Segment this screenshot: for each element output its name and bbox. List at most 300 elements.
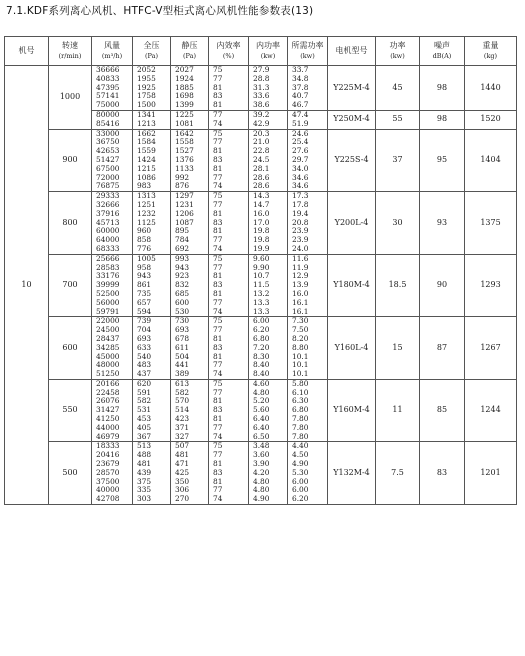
total-pressure-cell: 375	[133, 478, 171, 487]
efficiency-cell: 83	[209, 219, 249, 228]
required-power-cell: 23.9	[288, 227, 328, 236]
static-pressure-cell: 895	[171, 227, 209, 236]
total-pressure-cell: 1925	[133, 84, 171, 93]
internal-power-cell: 9.60	[249, 254, 288, 263]
required-power-cell: 17.3	[288, 192, 328, 201]
static-pressure-cell: 1558	[171, 138, 209, 147]
fan-model-cell: 10	[5, 66, 49, 505]
airflow-cell: 42653	[92, 147, 133, 156]
static-pressure-cell: 993	[171, 254, 209, 263]
internal-power-cell: 8.40	[249, 370, 288, 379]
total-pressure-cell: 1955	[133, 75, 171, 84]
total-pressure-cell: 1662	[133, 129, 171, 138]
internal-power-cell: 24.5	[249, 156, 288, 165]
airflow-cell: 25666	[92, 254, 133, 263]
internal-power-cell: 8.40	[249, 361, 288, 370]
airflow-cell: 56000	[92, 299, 133, 308]
header-efficiency: 内效率 (%)	[209, 37, 249, 66]
static-pressure-cell: 1206	[171, 210, 209, 219]
internal-power-cell: 4.60	[249, 379, 288, 388]
static-pressure-cell: 784	[171, 236, 209, 245]
required-power-cell: 7.30	[288, 317, 328, 326]
total-pressure-cell: 367	[133, 433, 171, 442]
required-power-cell: 6.20	[288, 495, 328, 504]
total-pressure-cell: 531	[133, 406, 171, 415]
airflow-cell: 28570	[92, 469, 133, 478]
airflow-cell: 22000	[92, 317, 133, 326]
static-pressure-cell: 2027	[171, 66, 209, 75]
header-weight: 重量 (kg)	[465, 37, 517, 66]
static-pressure-cell: 507	[171, 442, 209, 451]
power-cell: 7.5	[376, 442, 420, 505]
total-pressure-cell: 437	[133, 370, 171, 379]
speed-cell: 600	[49, 317, 92, 380]
total-pressure-cell: 1213	[133, 120, 171, 129]
weight-cell: 1404	[465, 129, 517, 192]
efficiency-cell: 74	[209, 182, 249, 191]
required-power-cell: 10.1	[288, 370, 328, 379]
static-pressure-cell: 389	[171, 370, 209, 379]
noise-cell: 98	[420, 110, 465, 129]
internal-power-cell: 6.40	[249, 415, 288, 424]
airflow-cell: 42708	[92, 495, 133, 504]
required-power-cell: 5.80	[288, 379, 328, 388]
required-power-cell: 6.30	[288, 397, 328, 406]
static-pressure-cell: 1885	[171, 84, 209, 93]
power-cell: 11	[376, 379, 420, 442]
required-power-cell: 8.20	[288, 335, 328, 344]
internal-power-cell: 28.8	[249, 75, 288, 84]
static-pressure-cell: 1642	[171, 129, 209, 138]
airflow-cell: 37916	[92, 210, 133, 219]
airflow-cell: 51427	[92, 156, 133, 165]
noise-cell: 98	[420, 66, 465, 111]
internal-power-cell: 33.6	[249, 92, 288, 101]
airflow-cell: 51250	[92, 370, 133, 379]
airflow-cell: 48000	[92, 361, 133, 370]
airflow-cell: 57141	[92, 92, 133, 101]
required-power-cell: 11.6	[288, 254, 328, 263]
internal-power-cell: 3.48	[249, 442, 288, 451]
static-pressure-cell: 613	[171, 379, 209, 388]
efficiency-cell: 81	[209, 165, 249, 174]
efficiency-cell: 83	[209, 281, 249, 290]
efficiency-cell: 81	[209, 84, 249, 93]
efficiency-cell: 77	[209, 75, 249, 84]
airflow-cell: 40000	[92, 486, 133, 495]
total-pressure-cell: 439	[133, 469, 171, 478]
internal-power-cell: 21.0	[249, 138, 288, 147]
static-pressure-cell: 327	[171, 433, 209, 442]
total-pressure-cell: 657	[133, 299, 171, 308]
motor-model-cell: Y160M-4	[328, 379, 376, 442]
speed-cell: 1000	[49, 66, 92, 130]
required-power-cell: 34.8	[288, 75, 328, 84]
required-power-cell: 33.7	[288, 66, 328, 75]
power-cell: 30	[376, 192, 420, 255]
efficiency-cell: 75	[209, 66, 249, 75]
internal-power-cell: 13.3	[249, 308, 288, 317]
internal-power-cell: 22.8	[249, 147, 288, 156]
static-pressure-cell: 876	[171, 182, 209, 191]
motor-model-cell: Y180M-4	[328, 254, 376, 317]
internal-power-cell: 17.0	[249, 219, 288, 228]
required-power-cell: 16.0	[288, 290, 328, 299]
airflow-cell: 18333	[92, 442, 133, 451]
airflow-cell: 33176	[92, 272, 133, 281]
total-pressure-cell: 958	[133, 264, 171, 273]
required-power-cell: 7.80	[288, 433, 328, 442]
required-power-cell: 23.9	[288, 236, 328, 245]
airflow-cell: 36666	[92, 66, 133, 75]
airflow-cell: 59791	[92, 308, 133, 317]
static-pressure-cell: 371	[171, 424, 209, 433]
efficiency-cell: 77	[209, 451, 249, 460]
required-power-cell: 5.30	[288, 469, 328, 478]
motor-model-cell: Y132M-4	[328, 442, 376, 505]
airflow-cell: 72000	[92, 174, 133, 183]
required-power-cell: 19.4	[288, 210, 328, 219]
airflow-cell: 41250	[92, 415, 133, 424]
internal-power-cell: 19.8	[249, 227, 288, 236]
static-pressure-cell: 1297	[171, 192, 209, 201]
airflow-cell: 75000	[92, 101, 133, 110]
static-pressure-cell: 441	[171, 361, 209, 370]
airflow-cell: 37500	[92, 478, 133, 487]
header-row	[5, 37, 517, 66]
static-pressure-cell: 530	[171, 308, 209, 317]
airflow-cell: 36750	[92, 138, 133, 147]
total-pressure-cell: 704	[133, 326, 171, 335]
static-pressure-cell: 730	[171, 317, 209, 326]
static-pressure-cell: 1081	[171, 120, 209, 129]
total-pressure-cell: 2052	[133, 66, 171, 75]
airflow-cell: 40833	[92, 75, 133, 84]
internal-power-cell: 10.7	[249, 272, 288, 281]
airflow-cell: 29333	[92, 192, 133, 201]
static-pressure-cell: 471	[171, 460, 209, 469]
efficiency-cell: 81	[209, 460, 249, 469]
static-pressure-cell: 1376	[171, 156, 209, 165]
static-pressure-cell: 423	[171, 415, 209, 424]
total-pressure-cell: 776	[133, 245, 171, 254]
internal-power-cell: 14.3	[249, 192, 288, 201]
total-pressure-cell: 1215	[133, 165, 171, 174]
efficiency-cell: 74	[209, 370, 249, 379]
internal-power-cell: 11.5	[249, 281, 288, 290]
header-motor-model: 电机型号	[328, 37, 376, 66]
header-power: 功率 (kw)	[376, 37, 420, 66]
efficiency-cell: 81	[209, 290, 249, 299]
airflow-cell: 33000	[92, 129, 133, 138]
static-pressure-cell: 481	[171, 451, 209, 460]
total-pressure-cell: 1758	[133, 92, 171, 101]
internal-power-cell: 5.20	[249, 397, 288, 406]
internal-power-cell: 28.6	[249, 174, 288, 183]
required-power-cell: 4.50	[288, 451, 328, 460]
total-pressure-cell: 858	[133, 236, 171, 245]
efficiency-cell: 77	[209, 424, 249, 433]
airflow-cell: 34285	[92, 344, 133, 353]
total-pressure-cell: 1086	[133, 174, 171, 183]
header-model: 机号	[5, 37, 49, 66]
total-pressure-cell: 1232	[133, 210, 171, 219]
required-power-cell: 24.6	[288, 129, 328, 138]
static-pressure-cell: 1698	[171, 92, 209, 101]
required-power-cell: 16.1	[288, 308, 328, 317]
required-power-cell: 6.00	[288, 478, 328, 487]
total-pressure-cell: 1005	[133, 254, 171, 263]
required-power-cell: 40.7	[288, 92, 328, 101]
internal-power-cell: 13.2	[249, 290, 288, 299]
efficiency-cell: 77	[209, 389, 249, 398]
static-pressure-cell: 1087	[171, 219, 209, 228]
header-speed: 转速 (r/min)	[49, 37, 92, 66]
required-power-cell: 13.9	[288, 281, 328, 290]
efficiency-cell: 77	[209, 361, 249, 370]
internal-power-cell: 8.30	[249, 353, 288, 362]
performance-table	[4, 36, 517, 505]
airflow-cell: 67500	[92, 165, 133, 174]
static-pressure-cell: 504	[171, 353, 209, 362]
airflow-cell: 20416	[92, 451, 133, 460]
total-pressure-cell: 1584	[133, 138, 171, 147]
required-power-cell: 12.9	[288, 272, 328, 281]
efficiency-cell: 75	[209, 379, 249, 388]
internal-power-cell: 9.90	[249, 264, 288, 273]
required-power-cell: 7.80	[288, 424, 328, 433]
efficiency-cell: 83	[209, 469, 249, 478]
required-power-cell: 46.7	[288, 101, 328, 110]
weight-cell: 1267	[465, 317, 517, 380]
required-power-cell: 34.6	[288, 174, 328, 183]
airflow-cell: 45713	[92, 219, 133, 228]
efficiency-cell: 77	[209, 264, 249, 273]
airflow-cell: 22458	[92, 389, 133, 398]
header-static-pressure: 静压 (Pa)	[171, 37, 209, 66]
total-pressure-cell: 861	[133, 281, 171, 290]
total-pressure-cell: 582	[133, 397, 171, 406]
required-power-cell: 20.8	[288, 219, 328, 228]
efficiency-cell: 74	[209, 308, 249, 317]
airflow-cell: 45000	[92, 353, 133, 362]
efficiency-cell: 75	[209, 442, 249, 451]
noise-cell: 83	[420, 442, 465, 505]
internal-power-cell: 4.80	[249, 389, 288, 398]
required-power-cell: 6.80	[288, 406, 328, 415]
header-noise: 噪声 dB(A)	[420, 37, 465, 66]
speed-cell: 550	[49, 379, 92, 442]
required-power-cell: 10.1	[288, 361, 328, 370]
airflow-cell: 24500	[92, 326, 133, 335]
total-pressure-cell: 983	[133, 182, 171, 191]
power-cell: 37	[376, 129, 420, 192]
total-pressure-cell: 943	[133, 272, 171, 281]
efficiency-cell: 83	[209, 344, 249, 353]
airflow-cell: 46979	[92, 433, 133, 442]
static-pressure-cell: 832	[171, 281, 209, 290]
efficiency-cell: 77	[209, 174, 249, 183]
power-cell: 45	[376, 66, 420, 111]
required-power-cell: 8.80	[288, 344, 328, 353]
airflow-cell: 60000	[92, 227, 133, 236]
static-pressure-cell: 923	[171, 272, 209, 281]
total-pressure-cell: 739	[133, 317, 171, 326]
power-cell: 55	[376, 110, 420, 129]
static-pressure-cell: 1225	[171, 110, 209, 119]
internal-power-cell: 6.40	[249, 424, 288, 433]
airflow-cell: 28437	[92, 335, 133, 344]
total-pressure-cell: 1251	[133, 201, 171, 210]
speed-cell: 800	[49, 192, 92, 255]
total-pressure-cell: 1341	[133, 110, 171, 119]
efficiency-cell: 81	[209, 272, 249, 281]
airflow-cell: 23679	[92, 460, 133, 469]
total-pressure-cell: 633	[133, 344, 171, 353]
efficiency-cell: 77	[209, 236, 249, 245]
required-power-cell: 47.4	[288, 110, 328, 119]
motor-model-cell: Y200L-4	[328, 192, 376, 255]
internal-power-cell: 28.1	[249, 165, 288, 174]
efficiency-cell: 77	[209, 486, 249, 495]
efficiency-cell: 81	[209, 210, 249, 219]
efficiency-cell: 77	[209, 201, 249, 210]
efficiency-cell: 74	[209, 120, 249, 129]
internal-power-cell: 3.90	[249, 460, 288, 469]
motor-model-cell: Y250M-4	[328, 110, 376, 129]
airflow-cell: 26076	[92, 397, 133, 406]
airflow-cell: 32666	[92, 201, 133, 210]
total-pressure-cell: 960	[133, 227, 171, 236]
internal-power-cell: 4.20	[249, 469, 288, 478]
internal-power-cell: 28.6	[249, 182, 288, 191]
efficiency-cell: 81	[209, 353, 249, 362]
internal-power-cell: 4.80	[249, 478, 288, 487]
weight-cell: 1375	[465, 192, 517, 255]
static-pressure-cell: 514	[171, 406, 209, 415]
static-pressure-cell: 306	[171, 486, 209, 495]
weight-cell: 1440	[465, 66, 517, 111]
efficiency-cell: 75	[209, 254, 249, 263]
efficiency-cell: 77	[209, 299, 249, 308]
total-pressure-cell: 481	[133, 460, 171, 469]
required-power-cell: 34.0	[288, 165, 328, 174]
internal-power-cell: 38.6	[249, 101, 288, 110]
total-pressure-cell: 540	[133, 353, 171, 362]
airflow-cell: 52500	[92, 290, 133, 299]
total-pressure-cell: 591	[133, 389, 171, 398]
weight-cell: 1293	[465, 254, 517, 317]
page-title: 7.1.KDF系列离心风机、HTFC-V型柜式离心风机性能参数表(13)	[6, 5, 314, 17]
internal-power-cell: 39.2	[249, 110, 288, 119]
total-pressure-cell: 488	[133, 451, 171, 460]
efficiency-cell: 74	[209, 433, 249, 442]
required-power-cell: 25.4	[288, 138, 328, 147]
internal-power-cell: 3.60	[249, 451, 288, 460]
static-pressure-cell: 943	[171, 264, 209, 273]
efficiency-cell: 81	[209, 415, 249, 424]
required-power-cell: 24.0	[288, 245, 328, 254]
efficiency-cell: 81	[209, 227, 249, 236]
total-pressure-cell: 1559	[133, 147, 171, 156]
total-pressure-cell: 693	[133, 335, 171, 344]
airflow-cell: 44000	[92, 424, 133, 433]
required-power-cell: 17.8	[288, 201, 328, 210]
airflow-cell: 31427	[92, 406, 133, 415]
total-pressure-cell: 1500	[133, 101, 171, 110]
airflow-cell: 85416	[92, 120, 133, 129]
total-pressure-cell: 405	[133, 424, 171, 433]
efficiency-cell: 75	[209, 129, 249, 138]
required-power-cell: 16.1	[288, 299, 328, 308]
required-power-cell: 6.10	[288, 389, 328, 398]
static-pressure-cell: 425	[171, 469, 209, 478]
internal-power-cell: 20.3	[249, 129, 288, 138]
efficiency-cell: 81	[209, 478, 249, 487]
motor-model-cell: Y225S-4	[328, 129, 376, 192]
internal-power-cell: 4.90	[249, 495, 288, 504]
efficiency-cell: 74	[209, 495, 249, 504]
static-pressure-cell: 1399	[171, 101, 209, 110]
power-cell: 18.5	[376, 254, 420, 317]
total-pressure-cell: 483	[133, 361, 171, 370]
weight-cell: 1244	[465, 379, 517, 442]
weight-cell: 1201	[465, 442, 517, 505]
internal-power-cell: 19.8	[249, 236, 288, 245]
total-pressure-cell: 1125	[133, 219, 171, 228]
header-required-power: 所需功率 (kw)	[288, 37, 328, 66]
speed-cell: 700	[49, 254, 92, 317]
total-pressure-cell: 513	[133, 442, 171, 451]
internal-power-cell: 6.00	[249, 317, 288, 326]
header-internal-power: 内功率 (kw)	[249, 37, 288, 66]
total-pressure-cell: 453	[133, 415, 171, 424]
static-pressure-cell: 570	[171, 397, 209, 406]
efficiency-cell: 81	[209, 147, 249, 156]
airflow-cell: 47395	[92, 84, 133, 93]
static-pressure-cell: 692	[171, 245, 209, 254]
static-pressure-cell: 1231	[171, 201, 209, 210]
total-pressure-cell: 1424	[133, 156, 171, 165]
required-power-cell: 11.9	[288, 264, 328, 273]
static-pressure-cell: 685	[171, 290, 209, 299]
motor-model-cell: Y225M-4	[328, 66, 376, 111]
internal-power-cell: 6.80	[249, 335, 288, 344]
internal-power-cell: 27.9	[249, 66, 288, 75]
efficiency-cell: 83	[209, 406, 249, 415]
airflow-cell: 68333	[92, 245, 133, 254]
efficiency-cell: 77	[209, 110, 249, 119]
efficiency-cell: 75	[209, 317, 249, 326]
required-power-cell: 27.6	[288, 147, 328, 156]
internal-power-cell: 19.9	[249, 245, 288, 254]
static-pressure-cell: 1924	[171, 75, 209, 84]
efficiency-cell: 74	[209, 245, 249, 254]
efficiency-cell: 75	[209, 192, 249, 201]
noise-cell: 85	[420, 379, 465, 442]
total-pressure-cell: 594	[133, 308, 171, 317]
static-pressure-cell: 693	[171, 326, 209, 335]
noise-cell: 93	[420, 192, 465, 255]
airflow-cell: 64000	[92, 236, 133, 245]
static-pressure-cell: 1527	[171, 147, 209, 156]
required-power-cell: 7.80	[288, 415, 328, 424]
total-pressure-cell: 335	[133, 486, 171, 495]
airflow-cell: 39999	[92, 281, 133, 290]
airflow-cell: 76875	[92, 182, 133, 191]
speed-cell: 500	[49, 442, 92, 505]
airflow-cell: 80000	[92, 110, 133, 119]
